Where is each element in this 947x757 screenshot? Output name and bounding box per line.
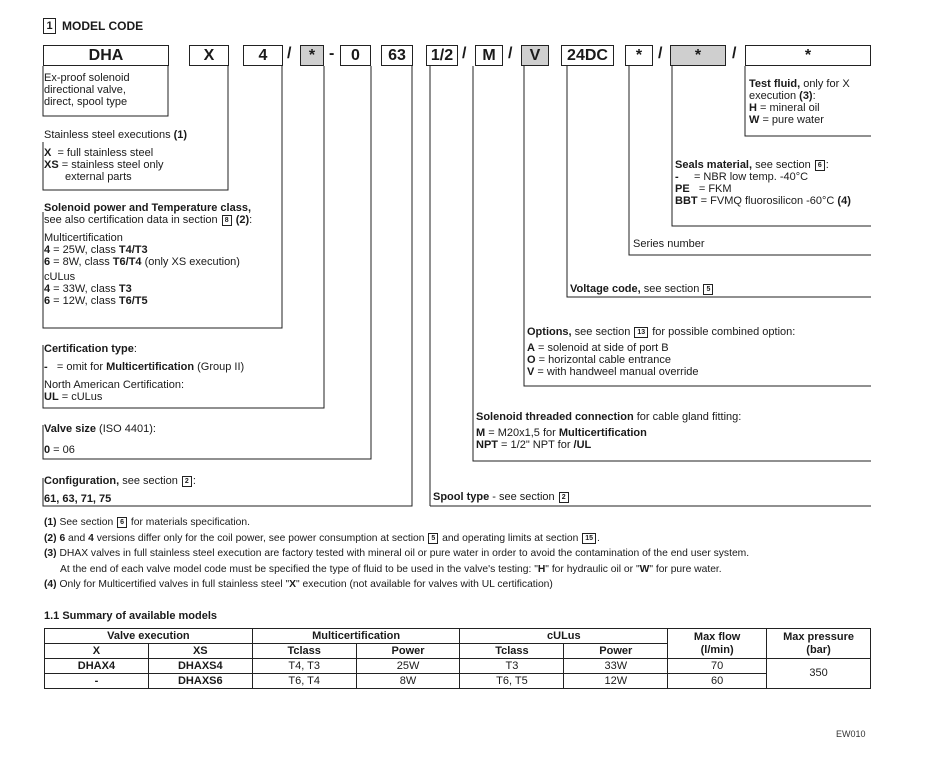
cell-pressure: 350 bbox=[767, 659, 871, 689]
header-valve-execution: Valve execution bbox=[45, 629, 253, 644]
subheader-xs: XS bbox=[148, 644, 252, 659]
cell-x: - bbox=[45, 674, 149, 689]
table-row bbox=[45, 659, 871, 674]
desc-solenoid: Solenoid power and Temperature class, see also certification data in section 8 (2): Multicertification 4 = 25W, class T4/T3 6 = 8W, class T6/T4 (only XS execution) cULus 4 = 33W, class T3 6 = 12W, class T6/T5 bbox=[44, 202, 253, 307]
desc-configuration: Configuration, see section 2 : 61, 63, 71, 75 bbox=[44, 475, 196, 505]
cell-flow: 70 bbox=[668, 659, 767, 674]
code-box-0: 0 bbox=[340, 45, 371, 66]
desc-options: Options, see section 13 for possible combined option: A = solenoid at side of port B O = horizontal cable entrance V = with handweel manual override bbox=[527, 326, 796, 378]
cell-power: 25W bbox=[356, 659, 460, 674]
desc-series: Series number bbox=[633, 238, 705, 250]
cell-xs: DHAXS4 bbox=[148, 659, 252, 674]
desc-spool: Spool type - see section 2 bbox=[433, 491, 570, 503]
desc-exproof: Ex-proof solenoid directional valve, direct, spool type bbox=[44, 72, 130, 108]
cell-tclass: T3 bbox=[460, 659, 564, 674]
desc-thread: Solenoid threaded connection for cable gland fitting: M = M20x1,5 for Multicertification NPT = 1/2" NPT for /UL bbox=[476, 411, 742, 451]
section-title: MODEL CODE bbox=[62, 19, 144, 33]
desc-valve-size: Valve size (ISO 4401): 0 = 06 bbox=[44, 423, 156, 456]
code-slash: / bbox=[287, 45, 292, 62]
desc-voltage: Voltage code, see section 5 bbox=[570, 283, 714, 295]
code-box-dha: DHA bbox=[43, 45, 169, 66]
code-box-star-cert: * bbox=[300, 45, 324, 66]
cell-power: 12W bbox=[564, 674, 668, 689]
desc-certification: Certification type: - = omit for Multicertification (Group II) North American Certification: UL = cULus bbox=[44, 343, 245, 403]
desc-seals: Seals material, see section 6 : - = NBR low temp. -40°C PE = FKM BBT = FVMQ fluorosilicon -60°C (4) bbox=[675, 159, 851, 207]
code-slash: / bbox=[732, 45, 737, 62]
code-box-star-seals: * bbox=[670, 45, 726, 66]
cell-tclass: T4, T3 bbox=[252, 659, 356, 674]
footnotes: (1) See section 6 for materials specification. (2) 6 and 4 versions differ only for the coil power, see power consumption at section 5 and operating limits at section 15 . (3) DHAX valves in full stainless steel execution are factory tested with mineral oil or pure water in order to avoid the contamination of the end user system. At the end of each valve model code must be specified the type of fluid to be used in the valve's testing: "H" for hydraulic oil or "W" for pure water. (4) Only for Multicertified valves in full stainless steel "X" execution (not available for valves with UL certification) bbox=[44, 517, 750, 590]
code-box-63: 63 bbox=[381, 45, 413, 66]
cell-tclass: T6, T4 bbox=[252, 674, 356, 689]
code-box-half: 1/2 bbox=[426, 45, 458, 66]
header-max-flow: Max flow (l/min) bbox=[668, 629, 767, 659]
cell-xs: DHAXS6 bbox=[148, 674, 252, 689]
code-dash: - bbox=[329, 45, 335, 62]
desc-stainless: Stainless steel executions (1) X = full stainless steel XS = stainless steel only external parts bbox=[44, 129, 188, 183]
subheader-power: Power bbox=[564, 644, 668, 659]
code-box-24dc: 24DC bbox=[561, 45, 614, 66]
subheader-tclass: Tclass bbox=[252, 644, 356, 659]
footer-code: EW010 bbox=[836, 729, 866, 739]
cell-power: 33W bbox=[564, 659, 668, 674]
code-box-m: M bbox=[475, 45, 503, 66]
cell-flow: 60 bbox=[668, 674, 767, 689]
code-box-v: V bbox=[521, 45, 549, 66]
code-box-star-fluid: * bbox=[745, 45, 871, 66]
cell-power: 8W bbox=[356, 674, 460, 689]
code-slash: / bbox=[658, 45, 663, 62]
code-box-x: X bbox=[189, 45, 229, 66]
cell-x: DHAX4 bbox=[45, 659, 149, 674]
summary-table bbox=[44, 628, 871, 689]
cell-tclass: T6, T5 bbox=[460, 674, 564, 689]
header-culus: cULus bbox=[460, 629, 668, 644]
subheader-x: X bbox=[45, 644, 149, 659]
subheader-tclass: Tclass bbox=[460, 644, 564, 659]
code-slash: / bbox=[462, 45, 467, 62]
desc-test-fluid: Test fluid, only for X execution (3): H = mineral oil W = pure water bbox=[749, 78, 850, 126]
header-max-pressure: Max pressure (bar) bbox=[767, 629, 871, 659]
summary-title: 1.1 Summary of available models bbox=[44, 610, 218, 622]
code-box-star-series: * bbox=[625, 45, 653, 66]
code-box-4: 4 bbox=[243, 45, 283, 66]
table-row bbox=[45, 674, 871, 689]
header-multicertification: Multicertification bbox=[252, 629, 460, 644]
code-slash: / bbox=[508, 45, 513, 62]
subheader-power: Power bbox=[356, 644, 460, 659]
section-number: 1 bbox=[43, 18, 56, 34]
